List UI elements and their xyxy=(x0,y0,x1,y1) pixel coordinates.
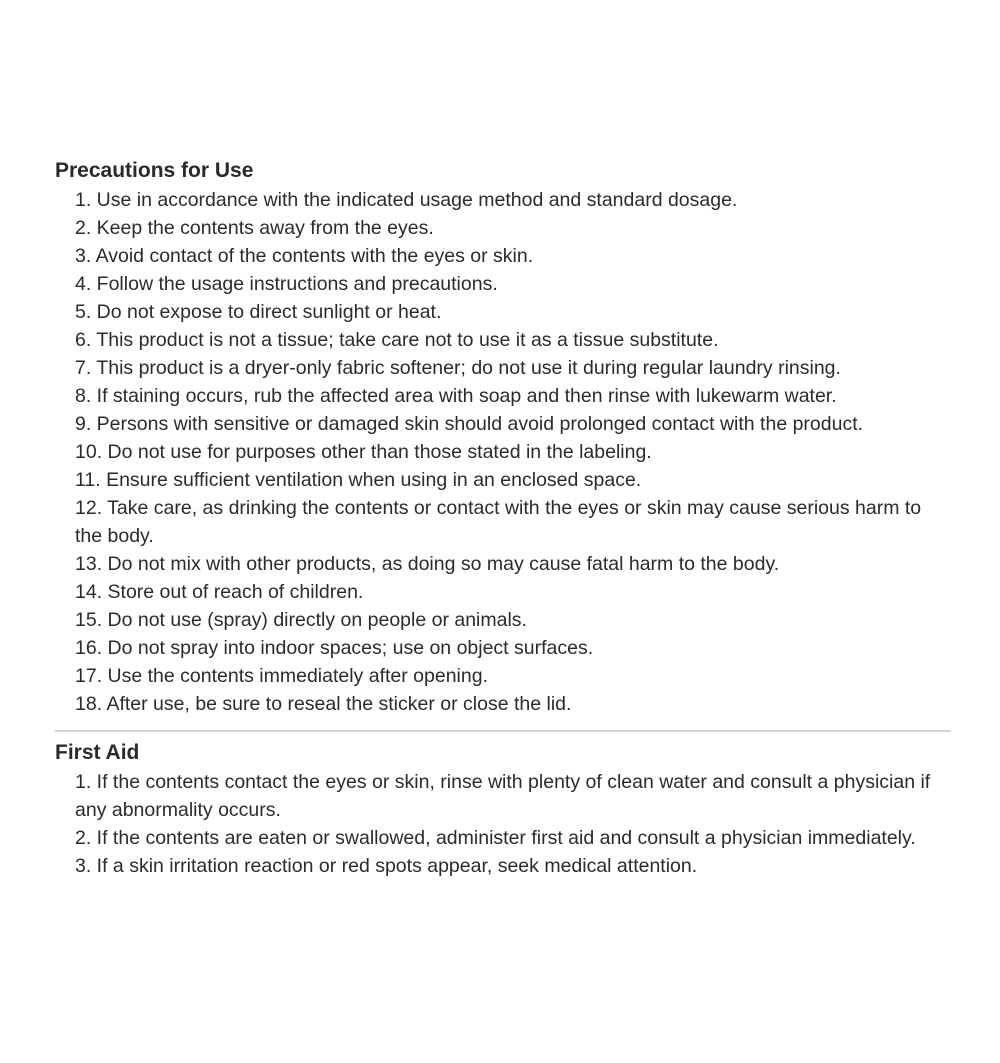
precautions-section xyxy=(55,156,951,718)
document-body xyxy=(55,156,951,880)
precaution-item-6: 6. This product is not a tissue; take care not to use it as a tissue substitute. xyxy=(75,329,719,351)
precaution-item-12: 12. Take care, as drinking the contents or contact with the eyes or skin may cause serious harm to the body. xyxy=(75,497,922,547)
precaution-item-2: 2. Keep the contents away from the eyes. xyxy=(75,217,434,239)
precaution-item-5: 5. Do not expose to direct sunlight or heat. xyxy=(75,301,442,323)
precaution-item-10: 10. Do not use for purposes other than those stated in the labeling. xyxy=(75,441,652,463)
first-aid-item-2: 2. If the contents are eaten or swallowed, administer first aid and consult a physician immediately. xyxy=(75,827,916,849)
precaution-item-7: 7. This product is a dryer-only fabric softener; do not use it during regular laundry rinsing. xyxy=(75,357,841,379)
precaution-item-16: 16. Do not spray into indoor spaces; use on object surfaces. xyxy=(75,637,594,659)
first-aid-section xyxy=(55,738,951,880)
precaution-item-17: 17. Use the contents immediately after opening. xyxy=(75,665,488,687)
precaution-item-9: 9. Persons with sensitive or damaged skin should avoid prolonged contact with the product. xyxy=(75,413,864,435)
first-aid-item-3: 3. If a skin irritation reaction or red spots appear, seek medical attention. xyxy=(75,855,698,877)
section-divider xyxy=(55,730,951,732)
precaution-item-11: 11. Ensure sufficient ventilation when using in an enclosed space. xyxy=(75,469,642,491)
precautions-list xyxy=(55,186,951,718)
first-aid-list xyxy=(55,768,951,880)
precaution-item-4: 4. Follow the usage instructions and precautions. xyxy=(75,273,498,295)
first-aid-item-1: 1. If the contents contact the eyes or skin, rinse with plenty of clean water and consult a physician if any abnormality occurs. xyxy=(75,771,931,821)
first-aid-heading: First Aid xyxy=(55,741,140,764)
precaution-item-13: 13. Do not mix with other products, as doing so may cause fatal harm to the body. xyxy=(75,553,780,575)
precaution-item-8: 8. If staining occurs, rub the affected area with soap and then rinse with lukewarm water. xyxy=(75,385,837,407)
precaution-item-3: 3. Avoid contact of the contents with the eyes or skin. xyxy=(75,245,534,267)
precautions-heading: Precautions for Use xyxy=(55,159,254,182)
precaution-item-15: 15. Do not use (spray) directly on people or animals. xyxy=(75,609,527,631)
precaution-item-1: 1. Use in accordance with the indicated usage method and standard dosage. xyxy=(75,189,738,211)
precaution-item-18: 18. After use, be sure to reseal the sticker or close the lid. xyxy=(75,693,572,715)
precaution-item-14: 14. Store out of reach of children. xyxy=(75,581,364,603)
